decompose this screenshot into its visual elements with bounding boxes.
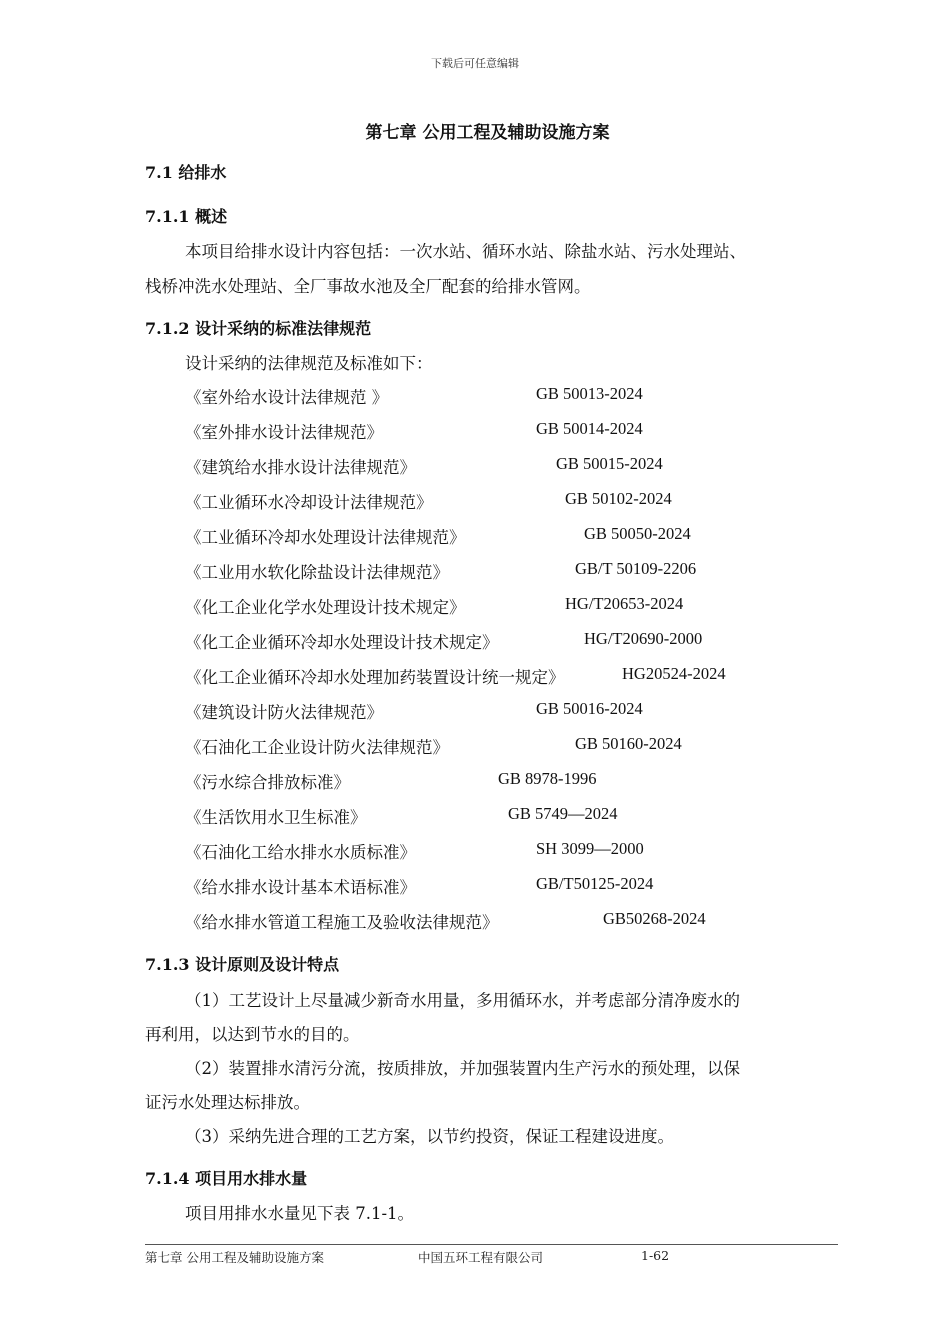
water-usage-line: 项目用排水水量见下表 7.1-1。	[185, 1204, 415, 1223]
section-heading-7-1-2: 7.1.2 设计采纳的标准法律规范	[145, 319, 372, 338]
principle-2-line-2: 证污水处理达标排放。	[145, 1093, 310, 1112]
standard-code: GB 50102-2024	[565, 489, 672, 508]
principle-2-line-1: （2）装置排水清污分流，按质排放，并加强装置内生产污水的预处理，以保	[185, 1059, 740, 1078]
standard-name: 《生活饮用水卫生标准》	[185, 808, 367, 827]
standard-name: 《工业用水软化除盐设计法律规范》	[185, 563, 449, 582]
standard-code: SH 3099—2000	[536, 839, 644, 858]
standard-name: 《石油化工给水排水水质标准》	[185, 843, 416, 862]
standard-name: 《化工企业循环冷却水处理加药装置设计统一规定》	[185, 668, 565, 687]
overview-line-1: 本项目给排水设计内容包括：一次水站、循环水站、除盐水站、污水处理站、	[185, 242, 746, 261]
footer-chapter: 第七章 公用工程及辅助设施方案	[145, 1250, 324, 1265]
standard-code: GB 50160-2024	[575, 734, 682, 753]
standard-code: GB 50013-2024	[536, 384, 643, 403]
standard-code: GB 50050-2024	[584, 524, 691, 543]
standard-name: 《建筑设计防火法律规范》	[185, 703, 383, 722]
standard-name: 《污水综合排放标准》	[185, 773, 350, 792]
standard-code: GB50268-2024	[603, 909, 706, 928]
standard-name: 《工业循环冷却水处理设计法律规范》	[185, 528, 466, 547]
standard-code: GB 8978-1996	[498, 769, 597, 788]
overview-line-2: 栈桥冲洗水处理站、全厂事故水池及全厂配套的给排水管网。	[145, 277, 591, 296]
standard-code: GB/T50125-2024	[536, 874, 654, 893]
standard-code: GB 50015-2024	[556, 454, 663, 473]
footer-page-number: 1-62	[641, 1248, 670, 1263]
standard-name: 《室外给水设计法律规范 》	[185, 388, 389, 407]
footer-divider	[145, 1244, 838, 1245]
footer-company: 中国五环工程有限公司	[418, 1250, 544, 1265]
standard-name: 《化工企业循环冷却水处理设计技术规定》	[185, 633, 499, 652]
header-note: 下载后可任意编辑	[431, 57, 519, 70]
standard-name: 《给水排水设计基本术语标准》	[185, 878, 416, 897]
principle-1-line-1: （1）工艺设计上尽量减少新奇水用量，多用循环水，并考虑部分清净废水的	[185, 991, 740, 1010]
standard-code: GB 5749—2024	[508, 804, 618, 823]
standard-name: 《建筑给水排水设计法律规范》	[185, 458, 416, 477]
standard-name: 《工业循环水冷却设计法律规范》	[185, 493, 433, 512]
standard-name: 《化工企业化学水处理设计技术规定》	[185, 598, 466, 617]
standards-intro: 设计采纳的法律规范及标准如下：	[185, 354, 433, 373]
principle-1-line-2: 再利用，以达到节水的目的。	[145, 1025, 360, 1044]
standard-code: HG20524-2024	[622, 664, 726, 683]
section-heading-7-1: 7.1 给排水	[145, 163, 227, 182]
section-heading-7-1-3: 7.1.3 设计原则及设计特点	[145, 955, 340, 974]
standard-code: GB 50014-2024	[536, 419, 643, 438]
standard-code: GB 50016-2024	[536, 699, 643, 718]
standard-name: 《给水排水管道工程施工及验收法律规范》	[185, 913, 499, 932]
standard-name: 《石油化工企业设计防火法律规范》	[185, 738, 449, 757]
section-heading-7-1-4: 7.1.4 项目用水排水量	[145, 1169, 308, 1188]
principle-3-line-1: （3）采纳先进合理的工艺方案，以节约投资，保证工程建设进度。	[185, 1127, 674, 1146]
standard-code: GB/T 50109-2206	[575, 559, 697, 578]
chapter-title: 第七章 公用工程及辅助设施方案	[365, 123, 610, 143]
standard-code: HG/T20690-2000	[584, 629, 703, 648]
standard-name: 《室外排水设计法律规范》	[185, 423, 383, 442]
standard-code: HG/T20653-2024	[565, 594, 684, 613]
section-heading-7-1-1: 7.1.1 概述	[145, 207, 228, 226]
